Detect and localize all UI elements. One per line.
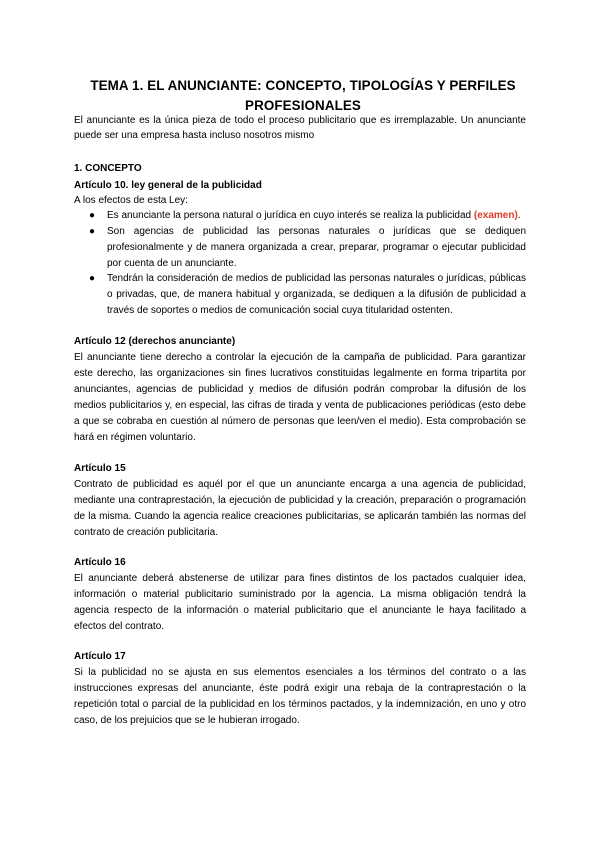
bullet-icon: ● xyxy=(89,273,96,284)
paragraph-line: hará en régimen voluntario. xyxy=(74,432,196,443)
article-heading: Artículo 10. ley general de la publicidad xyxy=(74,180,262,191)
paragraph-line: contrato de creación publicitaria. xyxy=(74,527,218,538)
bullet-text: Es anunciante la persona natural o jurídica en cuyo interés se realiza la publicidad xyxy=(107,210,474,221)
bullet-line: través de soportes o medios de comunicación social cuya titularidad ostenten. xyxy=(107,305,453,316)
paragraph-line: de la misma. Cuando la agencia realice creaciones publicitarias, se aplicarán también las normas del xyxy=(74,511,526,522)
paragraph-line: instrucciones expresas del anunciante, éste podrá exigir una rebaja de la contraprestación o la xyxy=(74,683,526,694)
bullet-icon: ● xyxy=(89,226,96,237)
page-title xyxy=(60,76,546,116)
bullet-line: profesionalmente y de manera organizada a crear, preparar, programar o ejecutar publicidad xyxy=(107,242,526,253)
paragraph-line: El anunciante tiene derecho a controlar la ejecución de la campaña de publicidad. Para garantizar xyxy=(74,352,526,363)
paragraph-line: Si la publicidad no se ajusta en sus elementos esenciales a los términos del contrato o a las xyxy=(74,667,526,678)
article-heading: Artículo 16 xyxy=(74,557,126,568)
bullet-line: por cuenta de un anunciante. xyxy=(107,258,237,269)
bullet-item xyxy=(107,209,526,223)
paragraph-line: mediante una contraprestación, la ejecución de publicidad y la creación, preparación o programación xyxy=(74,495,526,506)
paragraph-line: El anunciante deberá abstenerse de utilizar para fines distintos de los pactados cualquier idea, xyxy=(74,573,526,584)
paragraph-line: este derecho, las organizaciones sin fines lucrativos constituidas legalmente en forma tripartita por xyxy=(74,368,526,379)
paragraph-line: agencia respecto de la información o material publicitario que el anunciante le haya facilitado a xyxy=(74,605,526,616)
paragraph-line: efectos del contrato. xyxy=(74,621,165,632)
bullet-text: . xyxy=(517,210,521,221)
paragraph-line: a que se cobraba en cuestión al número de personas que leen/ven el medio). Esta comprobación se xyxy=(74,416,526,427)
bullet-line: Tendrán la consideración de medios de publicidad las personas naturales o jurídicas, públicas xyxy=(107,273,526,284)
intro-line: El anunciante es la única pieza de todo el proceso publicitario que es irremplazable. Un anunciante xyxy=(74,115,526,126)
paragraph-line: medios publicitarios y, en especial, las cifras de tirada y venta de publicaciones periódicas (esto debe xyxy=(74,400,526,411)
paragraph-line: Contrato de publicidad es aquél por el que un anunciante encarga a una agencia de publicidad, xyxy=(74,479,526,490)
title-line-1: TEMA 1. EL ANUNCIANTE: CONCEPTO, TIPOLOGÍAS Y PERFILES xyxy=(90,78,516,93)
bullet-icon: ● xyxy=(89,210,96,221)
section-heading: 1. CONCEPTO xyxy=(74,163,142,174)
article-heading: Artículo 15 xyxy=(74,463,126,474)
article-heading: Artículo 17 xyxy=(74,651,126,662)
title-line-2: PROFESIONALES xyxy=(245,98,361,113)
paragraph-line: información o material publicitario suministrado por la agencia. La misma obligación tendrá la xyxy=(74,589,526,600)
intro-line: puede ser una empresa hasta incluso nosotros mismo xyxy=(74,130,315,141)
bullet-line: o privadas, que, de manera habitual y organizada, se dediquen a la difusión de publicidad a xyxy=(107,289,526,300)
paragraph-line: caso, de los prejuicios que se le hubieran irrogado. xyxy=(74,715,300,726)
paragraph-line: repetición total o parcial de la publicidad en los términos pactados, y la indemnización, en uno y otro xyxy=(74,699,526,710)
exam-highlight: (examen) xyxy=(473,210,518,221)
bullet-line: Son agencias de publicidad las personas naturales o jurídicas que se dediquen xyxy=(107,226,526,237)
article-heading: Artículo 12 (derechos anunciante) xyxy=(74,336,236,347)
paragraph-line: anunciantes, agencias de publicidad y medios de difusión podrán comprobar la difusión de los xyxy=(74,384,526,395)
paragraph-line: A los efectos de esta Ley: xyxy=(74,195,188,206)
